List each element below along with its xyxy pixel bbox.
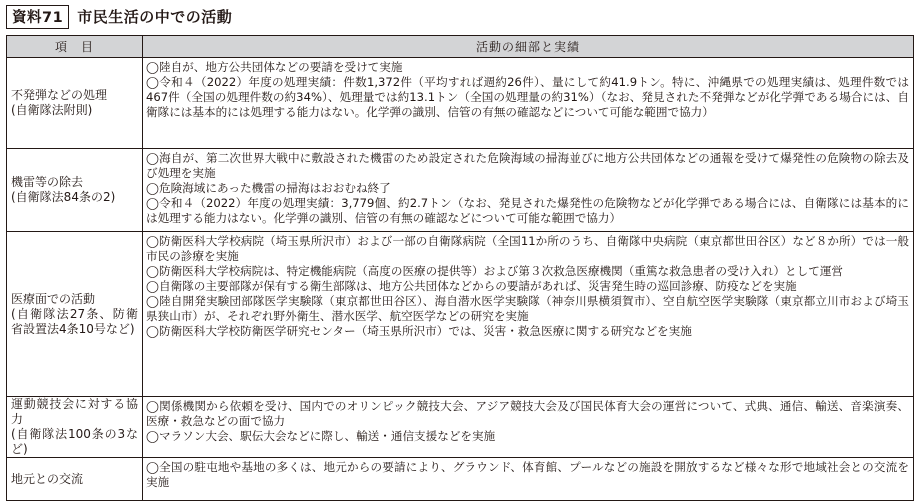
header-detail: 活動の細部と実績 bbox=[143, 36, 914, 58]
title-badge: 資料71 bbox=[6, 5, 69, 29]
item-law: (自衛隊法100条の3など) bbox=[11, 427, 138, 456]
row-detail bbox=[143, 58, 914, 149]
row-item bbox=[7, 458, 143, 501]
row-item bbox=[7, 232, 143, 397]
detail-bullet: ◯令和４（2022）年度の処理実績：3,779個、約2.7トン（なお、発見された爆発性の危険物などが化学弾である場合には、自衛隊には基本的には処理する能力はない。化学弾の識別、信管の有無の確認などについて可能な範囲で協力） bbox=[146, 196, 909, 225]
detail-bullet: ◯マラソン大会、駅伝大会などに際し、輸送・通信支援などを実施 bbox=[146, 429, 496, 443]
row-item bbox=[7, 149, 143, 232]
detail-bullet: ◯令和４（2022）年度の処理実績：件数1,372件（平均すれば週約26件）、量にして約41.9トン。特に、沖縄県での処理実績は、処理件数では467件（全国の処理件数の約34%）、処理量では約13.1トン（全国の処理量の約31%）（なお、発見された不発弾などが化学弾である場合には、自衛隊には基本的には処理する能力はない。化学弾の識別、信管の有無の確認などについて可能な範囲で協力） bbox=[146, 75, 909, 119]
detail-bullet: ◯危険海域にあった機雷の掃海はおおむね終了 bbox=[146, 181, 391, 195]
header-row bbox=[7, 36, 914, 58]
item-title: 医療面での活動 bbox=[11, 291, 96, 306]
row-detail bbox=[143, 458, 914, 501]
activities-table bbox=[6, 35, 914, 501]
detail-bullet: ◯陸自が、地方公共団体などの要請を受けて実施 bbox=[146, 60, 403, 74]
row-item bbox=[7, 397, 143, 458]
table-row bbox=[7, 458, 914, 501]
detail-bullet: ◯海自が、第二次世界大戦中に敷設された機雷のため設定された危険海域の掃海並びに地方公共団体などの通報を受けて爆発性の危険物の除去及び処理を実施 bbox=[146, 151, 909, 180]
row-detail bbox=[143, 397, 914, 458]
item-law: (自衛隊法84条の2) bbox=[11, 190, 116, 204]
title-text: 市民生活の中での活動 bbox=[77, 8, 233, 26]
detail-bullet: ◯関係機関から依頼を受け、国内でのオリンピック競技大会、アジア競技大会及び国民体育大会の運営について、式典、通信、輸送、音楽演奏、医療・救急などの面で協力 bbox=[146, 399, 909, 428]
detail-bullet: ◯自衛隊の主要部隊が保有する衛生部隊は、地方公共団体などからの要請があれば、災害発生時の巡回診療、防疫などを実施 bbox=[146, 279, 797, 293]
item-title: 不発弾などの処理 bbox=[11, 88, 108, 102]
item-law: (自衛隊法附則) bbox=[11, 103, 93, 117]
header-item: 項 目 bbox=[7, 36, 143, 58]
table-row bbox=[7, 149, 914, 232]
detail-bullet: ◯防衛医科大学校病院（埼玉県所沢市）および一部の自衛隊病院（全国11か所のうち、自衛隊中央病院（東京都世田谷区）など８か所）では一般市民の診療を実施 bbox=[146, 234, 909, 263]
row-detail bbox=[143, 149, 914, 232]
item-title: 地元との交流 bbox=[11, 471, 84, 486]
detail-bullet: ◯防衛医科大学校病院は、特定機能病院（高度の医療の提供等）および第３次救急医療機関（重篤な救急患者の受け入れ）として運営 bbox=[146, 264, 844, 278]
item-law: (自衛隊法27条、防衛省設置法4条10号など) bbox=[11, 306, 138, 336]
row-detail bbox=[143, 232, 914, 397]
table-row bbox=[7, 232, 914, 397]
row-item bbox=[7, 58, 143, 149]
detail-bullet: ◯防衛医科大学校防衛医学研究センター（埼玉県所沢市）では、災害・救急医療に関する研究などを実施 bbox=[146, 324, 692, 338]
detail-bullet: ◯全国の駐屯地や基地の多くは、地元からの要請により、グラウンド、体育館、プールなどの施設を開放するなど様々な形で地域社会との交流を実施 bbox=[146, 460, 909, 489]
detail-bullet: ◯陸自開発実験団部隊医学実験隊（東京都世田谷区）、海自潜水医学実験隊（神奈川県横須賀市）、空自航空医学実験隊（東京都立川市および埼玉県狭山市）が、それぞれ野外衛生、潜水医学、航空医学などの研究を実施 bbox=[146, 294, 909, 323]
item-title: 運動競技会に対する協力 bbox=[11, 397, 138, 426]
table-row bbox=[7, 58, 914, 149]
table-row bbox=[7, 397, 914, 458]
item-title: 機雷等の除去 bbox=[11, 175, 84, 189]
document-title bbox=[6, 3, 232, 30]
